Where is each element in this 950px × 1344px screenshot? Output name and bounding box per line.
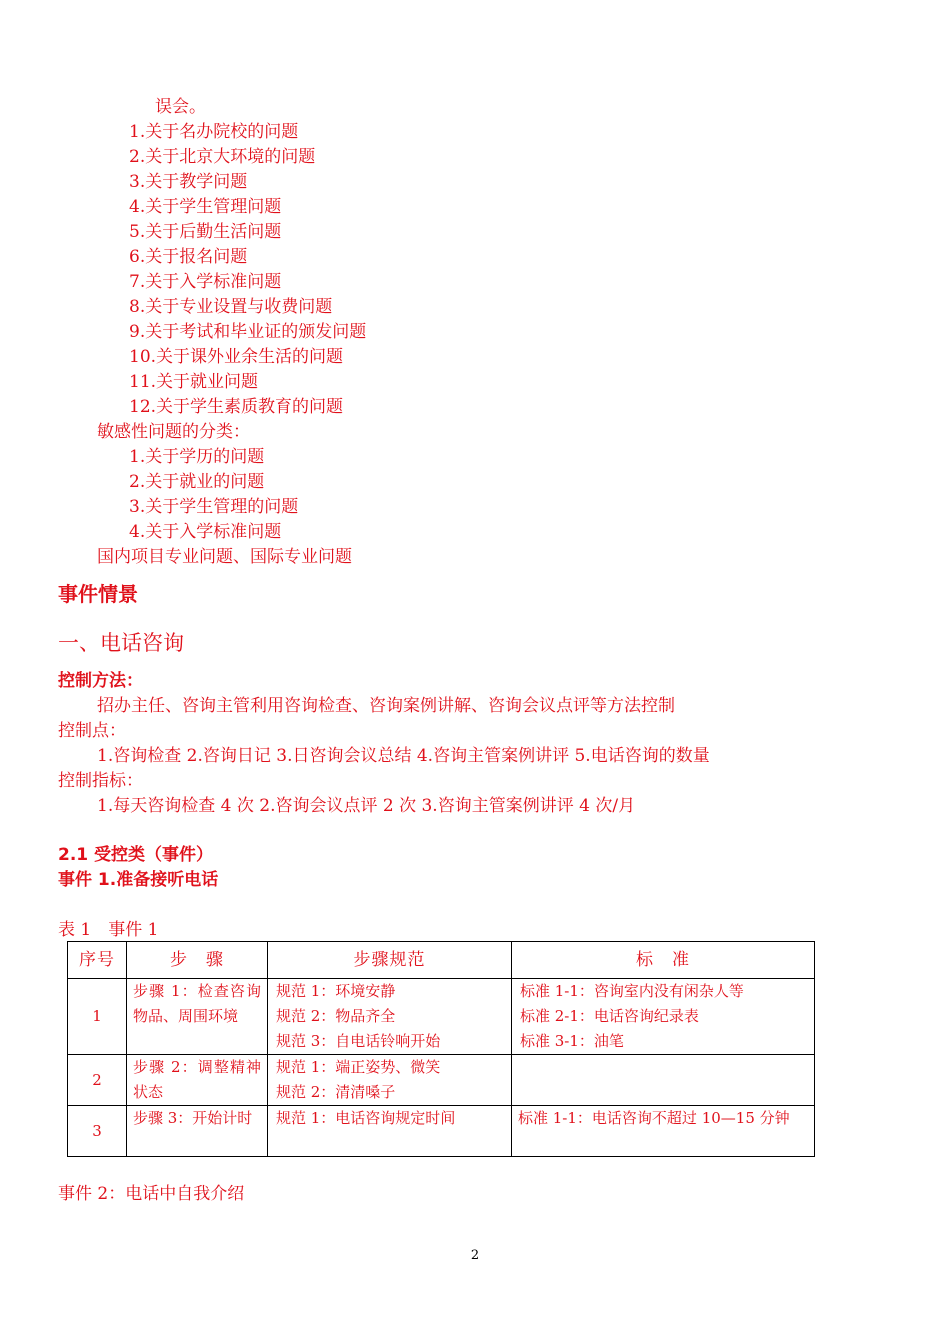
- step-cell: 步骤 1：检查咨询物品、周围环境: [127, 979, 268, 1055]
- step-cell: 步骤 2：调整精神状态: [127, 1055, 268, 1106]
- event1-title: 事件 1.准备接听电话: [58, 870, 219, 890]
- event-table: [67, 941, 815, 1157]
- header-standard: 标 准: [512, 942, 815, 979]
- norm-item: 规范 2：物品齐全: [276, 1007, 396, 1025]
- standard-cell: [512, 1055, 815, 1106]
- list-item: 1.关于名办院校的问题: [129, 122, 299, 142]
- section-title: 事件情景: [58, 582, 138, 606]
- list-item: 2.关于就业的问题: [129, 472, 265, 492]
- event2-title: 事件 2：电话中自我介绍: [58, 1184, 245, 1204]
- norm-item: 规范 1：端正姿势、微笑: [276, 1058, 441, 1076]
- list-item: 3.关于教学问题: [129, 172, 248, 192]
- control-method-label: 控制方法：: [58, 671, 143, 691]
- list-item: 4.关于学生管理问题: [129, 197, 282, 217]
- control-method-text: 招办主任、咨询主管利用咨询检查、咨询案例讲解、咨询会议点评等方法控制: [97, 696, 675, 716]
- list-item: 12.关于学生素质教育的问题: [129, 397, 344, 417]
- list-item: 2.关于北京大环境的问题: [129, 147, 316, 167]
- row-number: 2: [68, 1055, 127, 1106]
- norm-item: 规范 3：自电话铃响开始: [276, 1032, 441, 1050]
- standard-cell: [512, 979, 815, 1055]
- norm-cell: [268, 979, 512, 1055]
- norm-cell: [268, 1055, 512, 1106]
- sensitive-heading: 敏感性问题的分类：: [97, 422, 250, 442]
- list-item: 1.关于学历的问题: [129, 447, 265, 467]
- row-number: 3: [68, 1106, 127, 1157]
- row-number: 1: [68, 979, 127, 1055]
- list-item: 9.关于考试和毕业证的颁发问题: [129, 322, 367, 342]
- header-step: 步 骤: [127, 942, 268, 979]
- project-line: 国内项目专业问题、国际专业问题: [97, 547, 352, 567]
- list-item: 8.关于专业设置与收费问题: [129, 297, 333, 317]
- standard-item: 标准 2-1：电话咨询纪录表: [520, 1007, 699, 1025]
- header-norm: 步骤规范: [268, 942, 512, 979]
- table-row: [68, 1106, 815, 1157]
- list-item: 4.关于入学标准问题: [129, 522, 282, 542]
- control-index-text: 1.每天咨询检查 4 次 2.咨询会议点评 2 次 3.咨询主管案例讲评 4 次/月: [97, 796, 636, 816]
- control-points-text: 1.咨询检查 2.咨询日记 3.日咨询会议总结 4.咨询主管案例讲评 5.电话咨询的数量: [97, 746, 710, 766]
- list-item: 7.关于入学标准问题: [129, 272, 282, 292]
- standard-item: 标准 3-1：油笔: [520, 1032, 624, 1050]
- table-caption: 表 1 事件 1: [58, 920, 159, 940]
- page-number: 2: [470, 1248, 480, 1263]
- norm-item: 规范 1：电话咨询规定时间: [276, 1109, 456, 1127]
- standard-cell: 标准 1-1：电话咨询不超过 10—15 分钟: [512, 1106, 815, 1157]
- list-item: 5.关于后勤生活问题: [129, 222, 282, 242]
- intro-tail: 误会。: [155, 97, 206, 117]
- table-row: [68, 1055, 815, 1106]
- list-item: 11.关于就业问题: [129, 372, 259, 392]
- step-cell: 步骤 3：开始计时: [127, 1106, 268, 1157]
- table-header-row: [68, 942, 815, 979]
- norm-cell: [268, 1106, 512, 1157]
- standard-item: 标准 1-1：咨询室内没有闲杂人等: [520, 982, 744, 1000]
- control-index-label: 控制指标：: [58, 771, 143, 791]
- list-item: 6.关于报名问题: [129, 247, 248, 267]
- list-item: 3.关于学生管理的问题: [129, 497, 299, 517]
- norm-item: 规范 2：清清嗓子: [276, 1083, 396, 1101]
- list-item: 10.关于课外业余生活的问题: [129, 347, 344, 367]
- control-points-label: 控制点：: [58, 721, 126, 741]
- header-num: 序号: [68, 942, 127, 979]
- table-row: [68, 979, 815, 1055]
- category-title: 2.1 受控类（事件）: [58, 845, 214, 865]
- subsection-title: 一、电话咨询: [58, 631, 184, 655]
- norm-item: 规范 1：环境安静: [276, 982, 396, 1000]
